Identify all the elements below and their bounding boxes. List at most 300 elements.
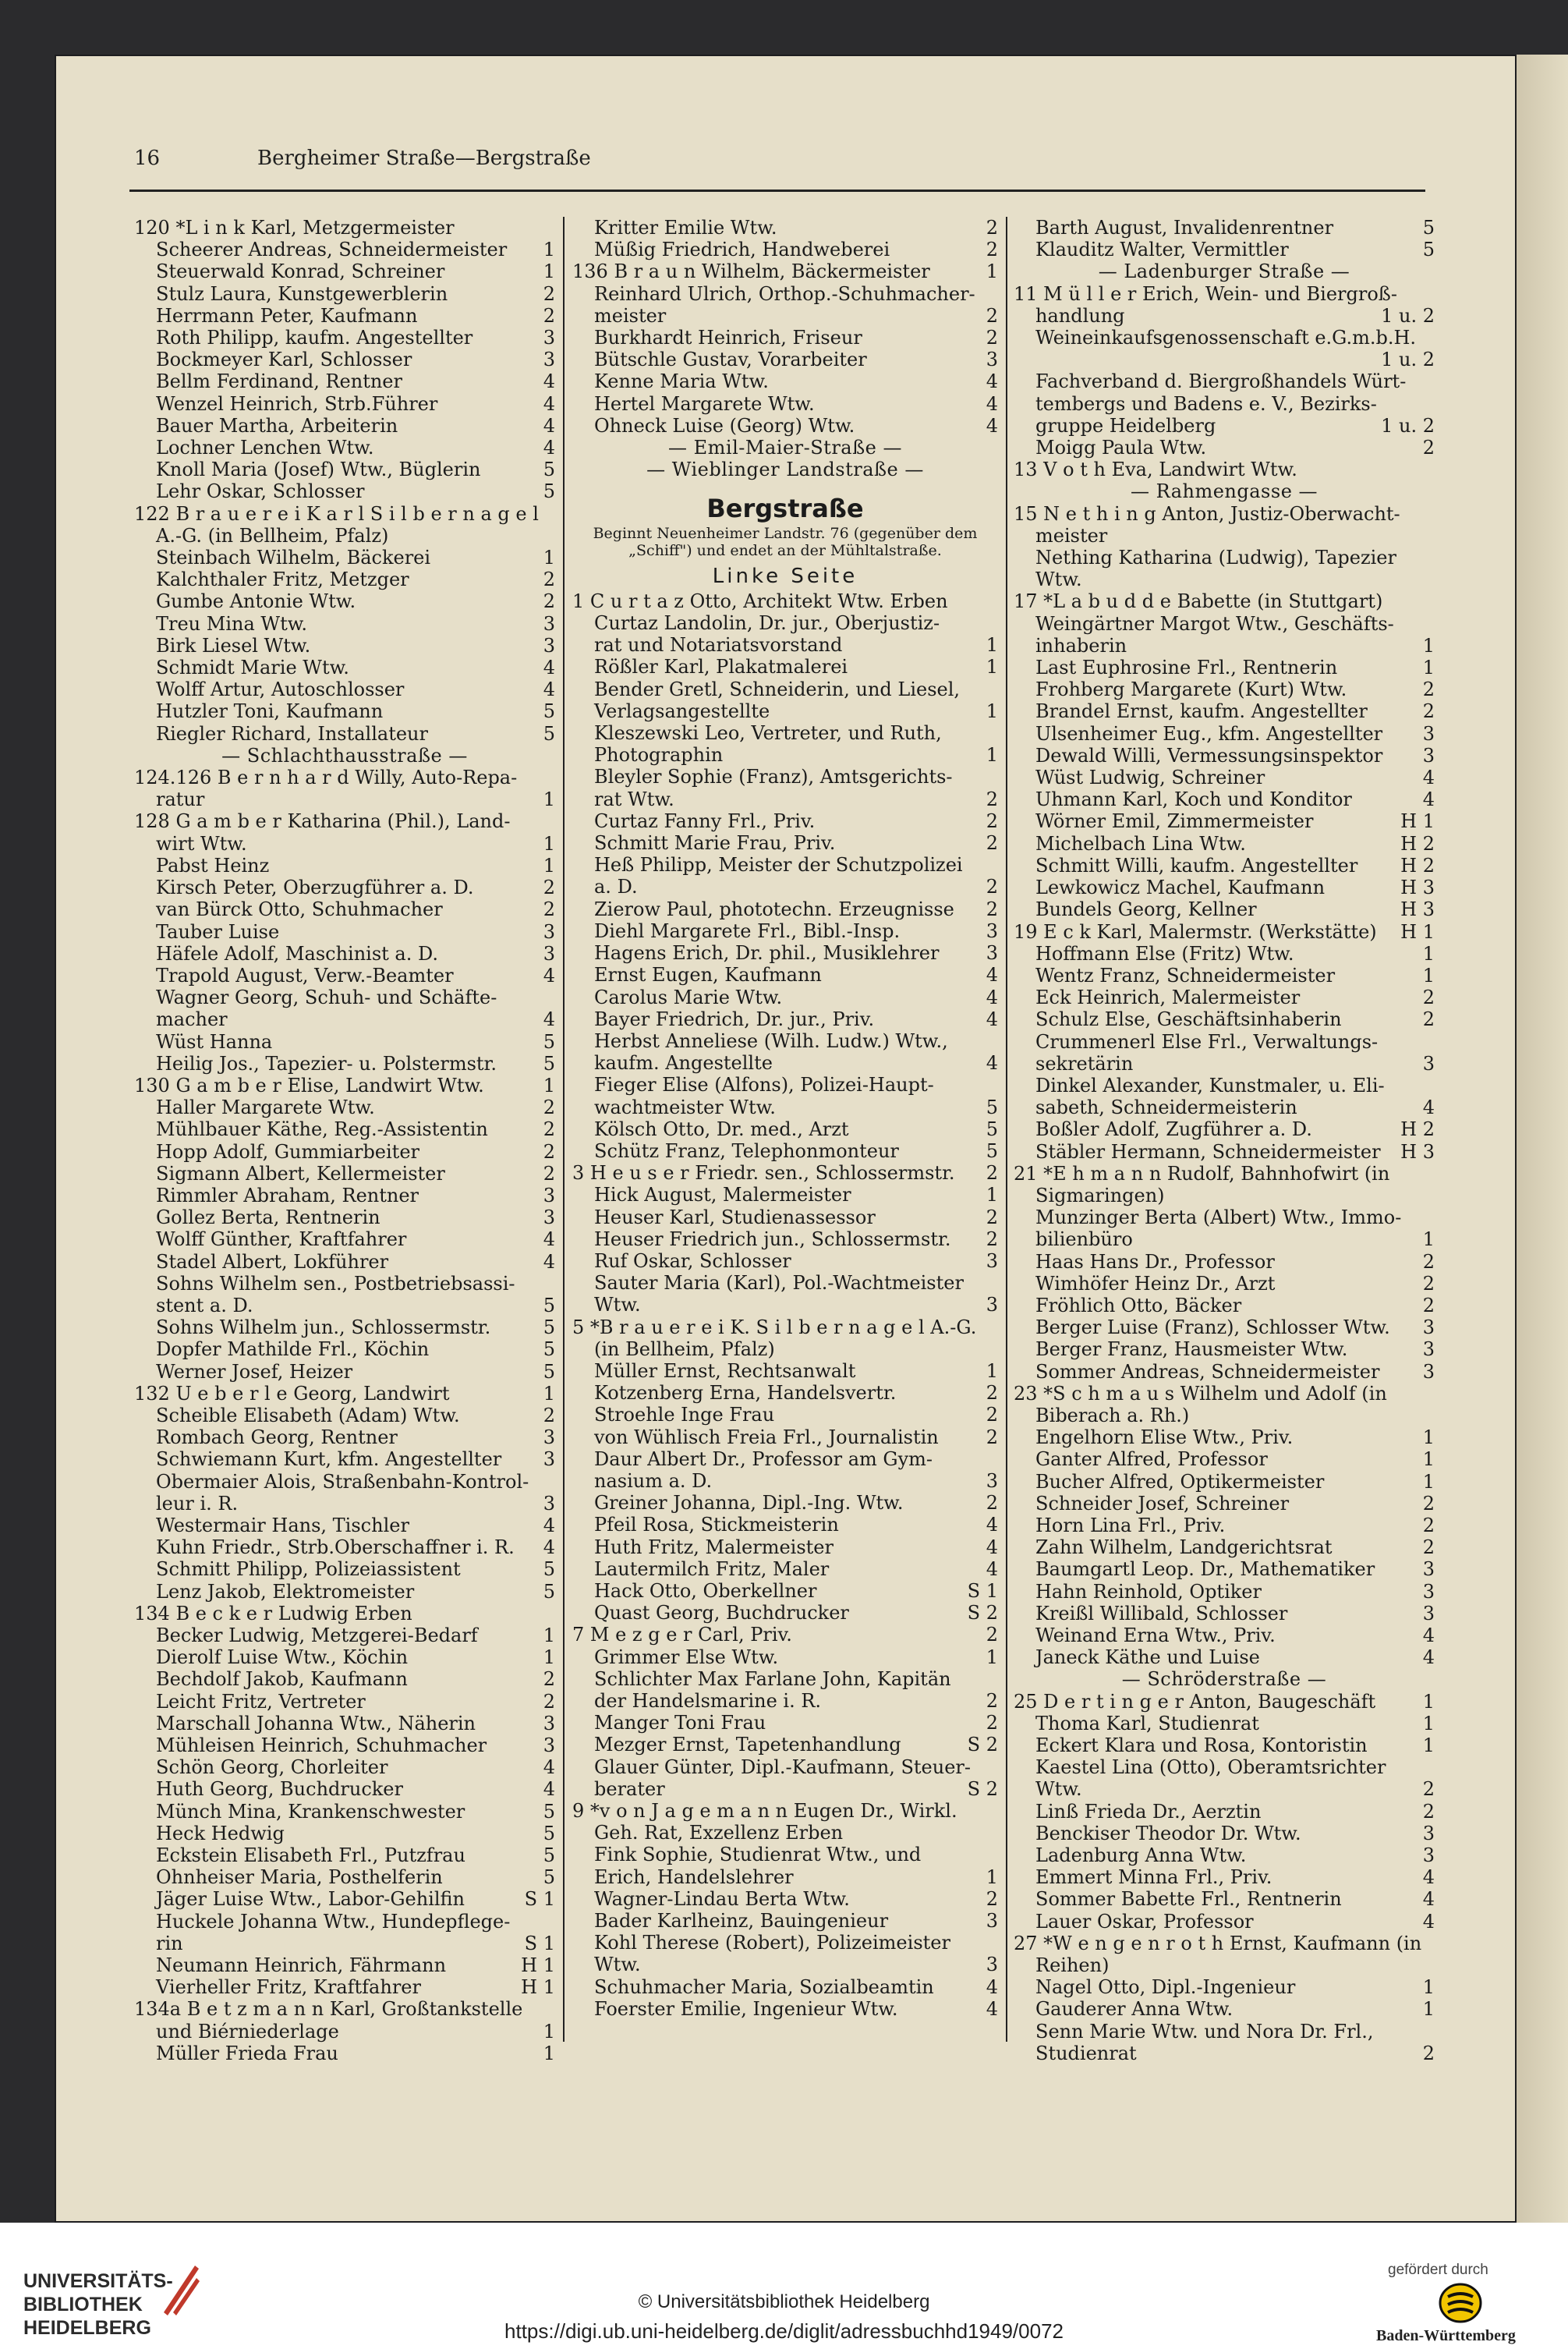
column-divider	[1006, 217, 1007, 2042]
directory-entry	[572, 634, 998, 656]
entry-text: Lenz Jakob, Elektromeister	[156, 1580, 415, 1603]
directory-entry	[134, 1316, 555, 1338]
entry-text: bilienbüro	[1035, 1228, 1133, 1251]
entry-text: Hagens Erich, Dr. phil., Musiklehrer	[594, 942, 940, 965]
floor-number: 4	[986, 392, 998, 415]
directory-entry	[572, 920, 998, 942]
entry-text: Kohl Therese (Robert), Polizeimeister	[594, 1932, 950, 1954]
directory-entry	[1014, 810, 1435, 832]
entry-text: Wtw.	[594, 1294, 641, 1316]
directory-entry	[1014, 1075, 1435, 1097]
state-crest-icon	[1439, 2281, 1482, 2325]
floor-number: 5	[543, 1800, 555, 1823]
floor-number: 2	[543, 1690, 555, 1713]
floor-number: 3	[543, 327, 555, 349]
entry-text: Eckert Klara und Rosa, Kontoristin	[1035, 1734, 1368, 1757]
entry-text: Grimmer Else Wtw.	[594, 1646, 779, 1668]
entry-text: Obermaier Alois, Straßenbahn-Kontrol-	[156, 1470, 529, 1493]
directory-entry	[134, 1558, 555, 1580]
entry-text: 5 *B r a u e r e i K. S i l b e r n a g e l A.-G.	[572, 1316, 977, 1338]
floor-number: 3	[1422, 744, 1435, 767]
floor-number: 2	[1422, 437, 1435, 459]
floor-number: 4	[986, 1052, 998, 1075]
directory-entry	[134, 459, 555, 480]
entry-text: Mezger Ernst, Tapetenhandlung	[594, 1734, 901, 1756]
entry-text: Müller Ernst, Rechtsanwalt	[594, 1359, 856, 1382]
floor-number: 4	[1422, 788, 1435, 811]
floor-number: S 2	[967, 1777, 998, 1800]
floor-number: 1	[543, 788, 555, 811]
directory-entry	[572, 1536, 998, 1558]
entry-text: Lehr Oskar, Schlosser	[156, 480, 365, 503]
directory-entry	[134, 480, 555, 502]
floor-number	[1428, 1933, 1435, 1954]
entry-text: Haller Margarete Wtw.	[156, 1097, 375, 1119]
entry-text: Ruf Oskar, Schlosser	[594, 1249, 791, 1272]
directory-entry	[1014, 239, 1435, 260]
directory-entry	[1014, 1295, 1435, 1316]
entry-text: Sigmaringen)	[1035, 1184, 1165, 1206]
entry-text: Dewald Willi, Vermessungsinspektor	[1035, 744, 1383, 767]
floor-number: 2	[986, 898, 998, 920]
directory-entry	[134, 1097, 555, 1118]
floor-number: 1	[1422, 942, 1435, 965]
floor-number	[992, 1272, 998, 1294]
floor-number: 1	[543, 1382, 555, 1405]
entry-text: 9 *v o n J a g e m a n n Eugen Dr., Wirkl.	[572, 1800, 957, 1823]
entry-text: Zahn Wilhelm, Landgerichtsrat	[1035, 1536, 1333, 1559]
directory-entry	[134, 1118, 555, 1140]
entry-text: Last Euphrosine Frl., Rentnerin	[1035, 657, 1338, 679]
floor-number: 1	[986, 1865, 998, 1888]
street-marker	[572, 437, 998, 459]
floor-number: 5	[543, 1316, 555, 1339]
floor-number	[992, 1338, 998, 1360]
directory-entry	[1014, 1118, 1435, 1140]
entry-text: Bayer Friedrich, Dr. jur., Priv.	[594, 1008, 875, 1030]
entry-text: 19 E c k Karl, Malermstr. (Werkstätte)	[1014, 920, 1377, 943]
entry-text: Wtw.	[594, 1954, 641, 1976]
directory-entry	[134, 1823, 555, 1844]
floor-number: 4	[1422, 1866, 1435, 1889]
floor-number	[549, 525, 555, 547]
floor-number: 4	[1422, 1097, 1435, 1119]
floor-number	[1428, 2021, 1435, 2043]
directory-entry	[134, 1471, 555, 1493]
entry-text: Wolff Artur, Autoschlosser	[156, 678, 405, 701]
street-marker	[134, 745, 555, 767]
floor-number: 2	[1422, 1536, 1435, 1559]
directory-entry	[134, 1361, 555, 1383]
directory-entry	[572, 1206, 998, 1228]
entry-text: 21 *E h m a n n Rudolf, Bahnhofwirt (in	[1014, 1162, 1390, 1185]
entry-text: Kleszewski Leo, Vertreter, und Ruth,	[594, 722, 942, 745]
column-1	[134, 217, 555, 2064]
directory-entry	[1014, 788, 1435, 810]
floor-number: 2	[543, 569, 555, 591]
floor-number: 3	[1422, 1052, 1435, 1075]
directory-entry	[1014, 613, 1435, 635]
directory-entry	[134, 1603, 555, 1624]
floor-number	[992, 1756, 998, 1778]
entry-text: handlung	[1035, 304, 1125, 327]
directory-entry	[572, 1668, 998, 1690]
entry-text: Stäbler Hermann, Schneidermeister	[1035, 1140, 1381, 1163]
street-marker	[572, 459, 998, 480]
floor-number	[992, 1932, 998, 1954]
directory-entry	[1014, 1801, 1435, 1823]
floor-number: H 2	[1400, 854, 1435, 877]
entry-text: 17 *L a b u d d e Babette (in Stuttgart)	[1014, 590, 1383, 613]
entry-text: Schmitt Philipp, Polizeiassistent	[156, 1558, 461, 1581]
entry-text: Bucher Alfred, Optikermeister	[1035, 1470, 1325, 1493]
directory-entry	[134, 1338, 555, 1360]
entry-text: Kenne Maria Wtw.	[594, 370, 769, 393]
entry-text: Kaestel Lina (Otto), Oberamtsrichter	[1035, 1756, 1386, 1779]
directory-entry	[134, 1976, 555, 1998]
entry-text: Lewkowicz Machel, Kaufmann	[1035, 877, 1326, 899]
floor-number	[549, 1911, 555, 1933]
entry-text: 7 M e z g e r Carl, Priv.	[572, 1624, 792, 1646]
floor-number	[1428, 459, 1435, 480]
facing-page-edge	[1517, 55, 1568, 2223]
floor-number: 2	[543, 1162, 555, 1185]
directory-entry	[134, 1866, 555, 1888]
directory-entry	[1014, 855, 1435, 877]
directory-entry	[572, 1734, 998, 1756]
directory-entry	[572, 1184, 998, 1206]
directory-entry	[572, 1712, 998, 1734]
directory-entry	[572, 1338, 998, 1360]
entry-text: Greiner Johanna, Dipl.-Ing. Wtw.	[594, 1492, 904, 1515]
entry-text: Sohns Wilhelm sen., Postbetriebsassi-	[156, 1272, 515, 1295]
floor-number: H 1	[521, 1954, 555, 1977]
street-marker	[1014, 480, 1435, 502]
floor-number: 2	[986, 304, 998, 327]
directory-entry	[1014, 1976, 1435, 1998]
entry-text: Barth August, Invalidenrentner	[1035, 217, 1334, 239]
entry-text: Bechdolf Jakob, Kaufmann	[156, 1668, 408, 1691]
directory-entry	[572, 415, 998, 437]
floor-number	[549, 1998, 555, 2020]
floor-number: 3	[1422, 1316, 1435, 1339]
entry-text: Daur Albert Dr., Professor am Gym-	[594, 1447, 933, 1470]
floor-number: 3	[543, 942, 555, 965]
directory-entry	[134, 1778, 555, 1800]
floor-number: 1	[543, 2042, 555, 2064]
directory-entry	[1014, 459, 1435, 480]
floor-number	[1428, 1206, 1435, 1228]
entry-text: Rößler Karl, Plakatmalerei	[594, 656, 848, 678]
entry-text: Linß Frieda Dr., Aerztin	[1035, 1800, 1262, 1823]
entry-text: tembergs und Badens e. V., Bezirks-	[1035, 392, 1377, 415]
floor-number	[1428, 1163, 1435, 1185]
floor-number: 4	[986, 1975, 998, 1998]
floor-number: 4	[1422, 1910, 1435, 1933]
directory-entry	[572, 1976, 998, 1998]
entry-text: 136 B r a u n Wilhelm, Bäckermeister	[572, 260, 930, 283]
directory-entry	[572, 678, 998, 700]
entry-text: 11 M ü l l e r Erich, Wein- und Biergroß-	[1014, 282, 1397, 305]
directory-entry	[572, 1272, 998, 1294]
directory-entry	[1014, 965, 1435, 987]
directory-entry	[1014, 1888, 1435, 1910]
entry-text: Kreißl Willibald, Schlosser	[1035, 1602, 1288, 1624]
floor-number: H 1	[521, 1976, 555, 1999]
entry-text: Sauter Maria (Karl), Pol.-Wachtmeister	[594, 1272, 964, 1295]
directory-entry	[572, 942, 998, 964]
floor-number: 4	[543, 1514, 555, 1536]
floor-number	[1428, 1954, 1435, 1976]
directory-entry	[572, 1294, 998, 1316]
floor-number: 3	[543, 1184, 555, 1206]
directory-entry	[1014, 833, 1435, 855]
floor-number: 3	[1422, 1602, 1435, 1624]
entry-text: Hutzler Toni, Kaufmann	[156, 700, 384, 723]
directory-entry	[134, 1998, 555, 2020]
floor-number	[549, 1603, 555, 1624]
directory-entry	[1014, 1031, 1435, 1053]
entry-text: Fröhlich Otto, Bäcker	[1035, 1294, 1242, 1316]
floor-number: S 1	[967, 1579, 998, 1602]
directory-entry	[1014, 1097, 1435, 1118]
directory-entry	[134, 260, 555, 282]
entry-text: Leicht Fritz, Vertreter	[156, 1690, 366, 1713]
copyright-notice: © Universitätsbibliothek Heidelberg	[638, 2291, 930, 2312]
entry-text: leur i. R.	[156, 1492, 239, 1515]
floor-number: 4	[1422, 1888, 1435, 1911]
directory-entry	[134, 547, 555, 569]
entry-text: Müller Frieda Frau	[156, 2042, 338, 2064]
directory-entry	[1014, 1558, 1435, 1580]
entry-text: Lautermilch Fritz, Maler	[594, 1557, 830, 1580]
floor-number: 5	[543, 1294, 555, 1316]
directory-entry	[572, 898, 998, 920]
entry-text: 130 G a m b e r Elise, Landwirt Wtw.	[134, 1074, 484, 1097]
entry-text: meister	[1035, 524, 1108, 547]
entry-text: Hahn Reinhold, Optiker	[1035, 1580, 1262, 1603]
directory-entry	[572, 1426, 998, 1448]
entry-text: Janeck Käthe und Luise	[1035, 1646, 1260, 1669]
directory-entry	[1014, 217, 1435, 239]
running-title: Bergheimer Straße—Bergstraße	[257, 147, 591, 170]
entry-text: A.-G. (in Bellheim, Pfalz)	[156, 524, 389, 547]
entry-text: Riegler Richard, Installateur	[156, 722, 428, 745]
directory-entry	[1014, 1185, 1435, 1206]
floor-number: H 3	[1400, 898, 1435, 921]
directory-entry	[134, 1713, 555, 1734]
floor-number: 1	[986, 700, 998, 722]
directory-entry	[572, 876, 998, 898]
directory-entry	[572, 1140, 998, 1162]
entry-text: Stroehle Inge Frau	[594, 1404, 775, 1426]
floor-number: 3	[986, 1954, 998, 1976]
directory-entry	[134, 965, 555, 987]
directory-entry	[134, 1734, 555, 1756]
floor-number: H 1	[1400, 920, 1435, 943]
floor-number	[1428, 547, 1435, 569]
floor-number: 2	[986, 810, 998, 832]
source-url[interactable]: https://digi.ub.uni-heidelberg.de/diglit/adressbuchhd1949/0072	[504, 2319, 1064, 2343]
directory-entry	[1014, 1624, 1435, 1646]
floor-number: 1	[986, 656, 998, 678]
floor-number: 4	[986, 1557, 998, 1580]
directory-entry	[1014, 1691, 1435, 1713]
floor-number: 1	[543, 2020, 555, 2043]
floor-number: 1	[1422, 634, 1435, 657]
entry-text: Pfeil Rosa, Stickmeisterin	[594, 1514, 839, 1536]
directory-entry	[134, 921, 555, 943]
directory-entry	[1014, 569, 1435, 590]
directory-entry	[572, 1030, 998, 1052]
directory-entry	[572, 1360, 998, 1382]
floor-number: 2	[986, 1382, 998, 1405]
directory-entry	[1014, 1713, 1435, 1734]
floor-number: 3	[986, 942, 998, 965]
entry-text: Stadel Albert, Lokführer	[156, 1250, 389, 1273]
directory-entry	[134, 1008, 555, 1030]
floor-number: 4	[543, 1250, 555, 1273]
floor-number: 4	[1422, 1624, 1435, 1646]
entry-text: Mühleisen Heinrich, Schuhmacher	[156, 1734, 487, 1757]
entry-text: Huth Georg, Buchdrucker	[156, 1778, 403, 1801]
entry-text: 128 G a m b e r Katharina (Phil.), Land-	[134, 810, 511, 833]
directory-entry	[1014, 1316, 1435, 1338]
floor-number: 2	[543, 1140, 555, 1163]
floor-number: 2	[986, 1887, 998, 1910]
floor-number: 2	[986, 1404, 998, 1426]
entry-text: Ladenburg Anna Wtw.	[1035, 1844, 1247, 1867]
directory-entry	[134, 1141, 555, 1163]
floor-number: 2	[543, 304, 555, 327]
entry-text: Westermair Hans, Tischler	[156, 1514, 409, 1536]
floor-number: 5	[543, 1558, 555, 1581]
column-3	[1014, 217, 1435, 2064]
entry-text: Ernst Eugen, Kaufmann	[594, 964, 822, 987]
entry-text: macher	[156, 1008, 228, 1031]
directory-entry	[134, 788, 555, 810]
entry-text: Huckele Johanna Wtw., Hundepflege-	[156, 1910, 511, 1933]
entry-text: Dopfer Mathilde Frl., Köchin	[156, 1338, 430, 1361]
directory-entry	[572, 1250, 998, 1272]
directory-entry	[134, 1075, 555, 1097]
directory-entry	[1014, 657, 1435, 678]
directory-entry	[1014, 1823, 1435, 1844]
entry-text: 120 *L i n k Karl, Metzgermeister	[134, 217, 455, 239]
entry-text: ratur	[156, 788, 205, 811]
floor-number: 1	[1422, 1426, 1435, 1449]
floor-number: 4	[986, 1008, 998, 1030]
floor-number: 2	[986, 1690, 998, 1712]
column-2	[572, 217, 998, 2050]
entry-text: Gumbe Antonie Wtw.	[156, 590, 356, 613]
floor-number: 2	[986, 1206, 998, 1228]
floor-number	[1428, 613, 1435, 635]
floor-number: 3	[543, 920, 555, 943]
directory-entry	[134, 1624, 555, 1646]
directory-entry	[134, 855, 555, 877]
entry-text: Schwiemann Kurt, kfm. Angestellter	[156, 1448, 502, 1471]
floor-number: 5	[543, 480, 555, 503]
directory-entry	[134, 1668, 555, 1690]
directory-entry	[134, 437, 555, 459]
entry-text: Eck Heinrich, Malermeister	[1035, 987, 1301, 1009]
floor-number: 1	[986, 1646, 998, 1668]
entry-text: Michelbach Lina Wtw.	[1035, 832, 1246, 855]
directory-entry	[572, 1492, 998, 1514]
directory-entry	[134, 1053, 555, 1075]
section-intro	[572, 525, 998, 559]
directory-entry	[1014, 898, 1435, 920]
entry-text: Huth Fritz, Malermeister	[594, 1536, 834, 1558]
floor-number: 3	[543, 1448, 555, 1471]
directory-entry	[1014, 1734, 1435, 1756]
directory-entry	[1014, 1361, 1435, 1383]
floor-number: 1 u. 2	[1381, 349, 1435, 371]
entry-text: sekretärin	[1035, 1052, 1134, 1075]
directory-entry	[134, 1228, 555, 1250]
entry-text: Becker Ludwig, Metzgerei-Bedarf	[156, 1624, 478, 1646]
floor-number: 1	[986, 1359, 998, 1382]
floor-number: 2	[1422, 1008, 1435, 1031]
directory-entry	[134, 2021, 555, 2043]
entry-text: Senn Marie Wtw. und Nora Dr. Frl.,	[1035, 2020, 1374, 2043]
floor-number: 1	[1422, 1470, 1435, 1493]
floor-number: 5	[986, 1139, 998, 1162]
floor-number: 2	[1422, 1778, 1435, 1801]
floor-number	[992, 1316, 998, 1338]
directory-entry	[134, 1206, 555, 1228]
floor-number: S 1	[524, 1932, 555, 1954]
floor-number: 4	[986, 964, 998, 987]
floor-number: 2	[986, 1162, 998, 1185]
entry-text: Diehl Margarete Frl., Bibl.-Insp.	[594, 919, 901, 942]
entry-text: Hertel Margarete Wtw.	[594, 392, 815, 415]
floor-number: H 2	[1400, 832, 1435, 855]
entry-text: Wenzel Heinrich, Strb.Führer	[156, 392, 438, 415]
sponsor-label: gefördert durch	[1388, 2262, 1488, 2278]
directory-entry	[1014, 1228, 1435, 1250]
floor-number: 3	[986, 1249, 998, 1272]
entry-text: Lauer Oskar, Professor	[1035, 1910, 1254, 1933]
floor-number: 1 u. 2	[1381, 304, 1435, 327]
floor-number: 2	[986, 876, 998, 898]
entry-text: Ohnheiser Maria, Posthelferin	[156, 1866, 443, 1889]
entry-text: der Handelsmarine i. R.	[594, 1690, 822, 1712]
directory-entry	[134, 877, 555, 898]
floor-number: 1	[1422, 1448, 1435, 1471]
floor-number: 3	[543, 612, 555, 635]
directory-entry	[572, 854, 998, 876]
directory-entry	[1014, 1603, 1435, 1624]
directory-entry	[1014, 1405, 1435, 1426]
floor-number: 1	[543, 1624, 555, 1646]
floor-number: 2	[543, 877, 555, 899]
floor-number: 5	[543, 1052, 555, 1075]
entry-text: Moigg Paula Wtw.	[1035, 437, 1207, 459]
directory-entry	[572, 1646, 998, 1668]
floor-number	[992, 722, 998, 744]
street-marker	[1014, 1668, 1435, 1690]
floor-number	[992, 678, 998, 700]
entry-text: Brandel Ernst, kaufm. Angestellter	[1035, 700, 1368, 723]
directory-entry	[134, 943, 555, 965]
entry-text: Wagner-Lindau Berta Wtw.	[594, 1887, 850, 1910]
entry-text: Gauderer Anna Wtw.	[1035, 1998, 1234, 2021]
entry-text: gruppe Heidelberg	[1035, 414, 1216, 437]
floor-number	[992, 1074, 998, 1096]
floor-number: 4	[986, 414, 998, 437]
